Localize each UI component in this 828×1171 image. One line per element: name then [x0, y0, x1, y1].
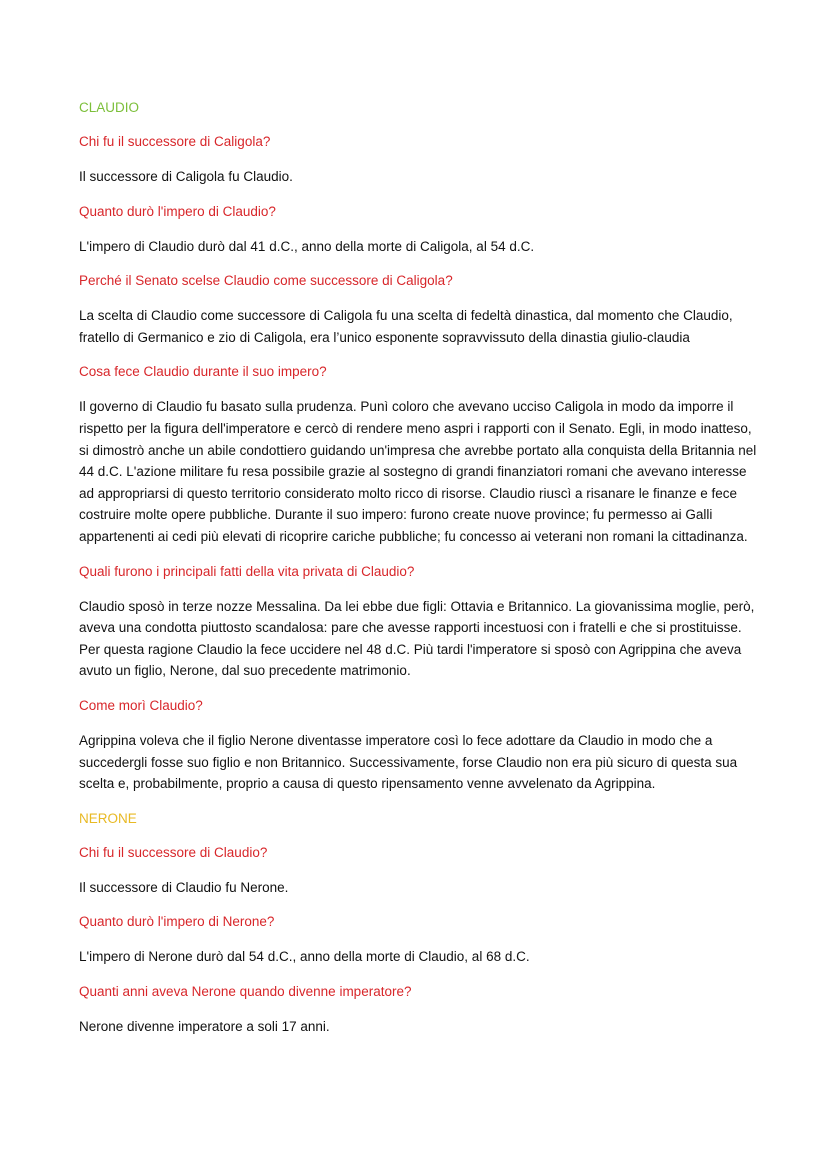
section-title-nerone: NERONE — [79, 810, 137, 826]
question: Come morì Claudio? — [79, 697, 203, 713]
answer: Claudio sposò in terze nozze Messalina. Da lei ebbe due figli: Ottavia e Britannico. La giovanissima moglie, però, aveva una condotta piuttosto scandalosa: pare che avesse rapporti incestuosi con i fratelli e che si prostituisse. Per questa ragione Claudio la fece uccidere nel 48 d.C. Più tardi l'imperatore si sposò con Agrippina che aveva avuto un figlio, Nerone, dal suo precedente matrimonio. — [79, 598, 755, 679]
question: Quanto durò l'impero di Claudio? — [79, 203, 276, 219]
answer: L'impero di Nerone durò dal 54 d.C., anno della morte di Claudio, al 68 d.C. — [79, 949, 530, 965]
answer: Nerone divenne imperatore a soli 17 anni. — [79, 1018, 330, 1034]
question: Quali furono i principali fatti della vita privata di Claudio? — [79, 563, 415, 579]
answer: Il governo di Claudio fu basato sulla prudenza. Punì coloro che avevano ucciso Caligola in modo da imporre il rispetto per la figura dell'imperatore e cercò di rendere meno aspri i rapporti con il Senato. Egli, in modo inatteso, si dimostrò anche un abile condottiero guidando un'impresa che avrebbe portato alla conquista della Britannia nel 44 d.C. L'azione militare fu resa possibile grazie al sostegno di grandi finanziatori romani che avevano interesse ad appropriarsi di questo territorio considerato molto ricco di risorse. Claudio riuscì a risanare le finanze e fece costruire molte opere pubbliche. Durante il suo impero: furono create nuove province; fu permesso ai Galli appartenenti ai cedi più elevati di ricoprire cariche pubbliche; fu concesso ai veterani non romani la cittadinanza. — [79, 399, 757, 544]
question: Cosa fece Claudio durante il suo impero? — [79, 364, 327, 380]
question: Quanto durò l'impero di Nerone? — [79, 914, 275, 930]
question: Chi fu il successore di Caligola? — [79, 134, 271, 149]
answer: Il successore di Caligola fu Claudio. — [79, 169, 293, 184]
question: Chi fu il successore di Claudio? — [79, 844, 268, 860]
answer: L'impero di Claudio durò dal 41 d.C., anno della morte di Caligola, al 54 d.C. — [79, 238, 535, 254]
question: Quanti anni aveva Nerone quando divenne imperatore? — [79, 983, 412, 999]
question: Perché il Senato scelse Claudio come successore di Caligola? — [79, 273, 453, 289]
answer: Agrippina voleva che il figlio Nerone diventasse imperatore così lo fece adottare da Claudio in modo che a succedergli fosse suo figlio e non Britannico. Successivamente, forse Claudio non era più sicuro di questa sua scelta e, probabilmente, proprio a causa di questo ripensamento venne avvelenato da Agrippina. — [79, 732, 738, 792]
document-page — [79, 98, 759, 1051]
answer: La scelta di Claudio come successore di Caligola fu una scelta di fedeltà dinastica, dal momento che Claudio, fratello di Germanico e zio di Caligola, era l’unico esponente sopravvissuto della dinastia giulio-claudia — [79, 308, 733, 345]
answer: Il successore di Claudio fu Nerone. — [79, 879, 289, 895]
section-title-claudio: CLAUDIO — [79, 100, 140, 115]
